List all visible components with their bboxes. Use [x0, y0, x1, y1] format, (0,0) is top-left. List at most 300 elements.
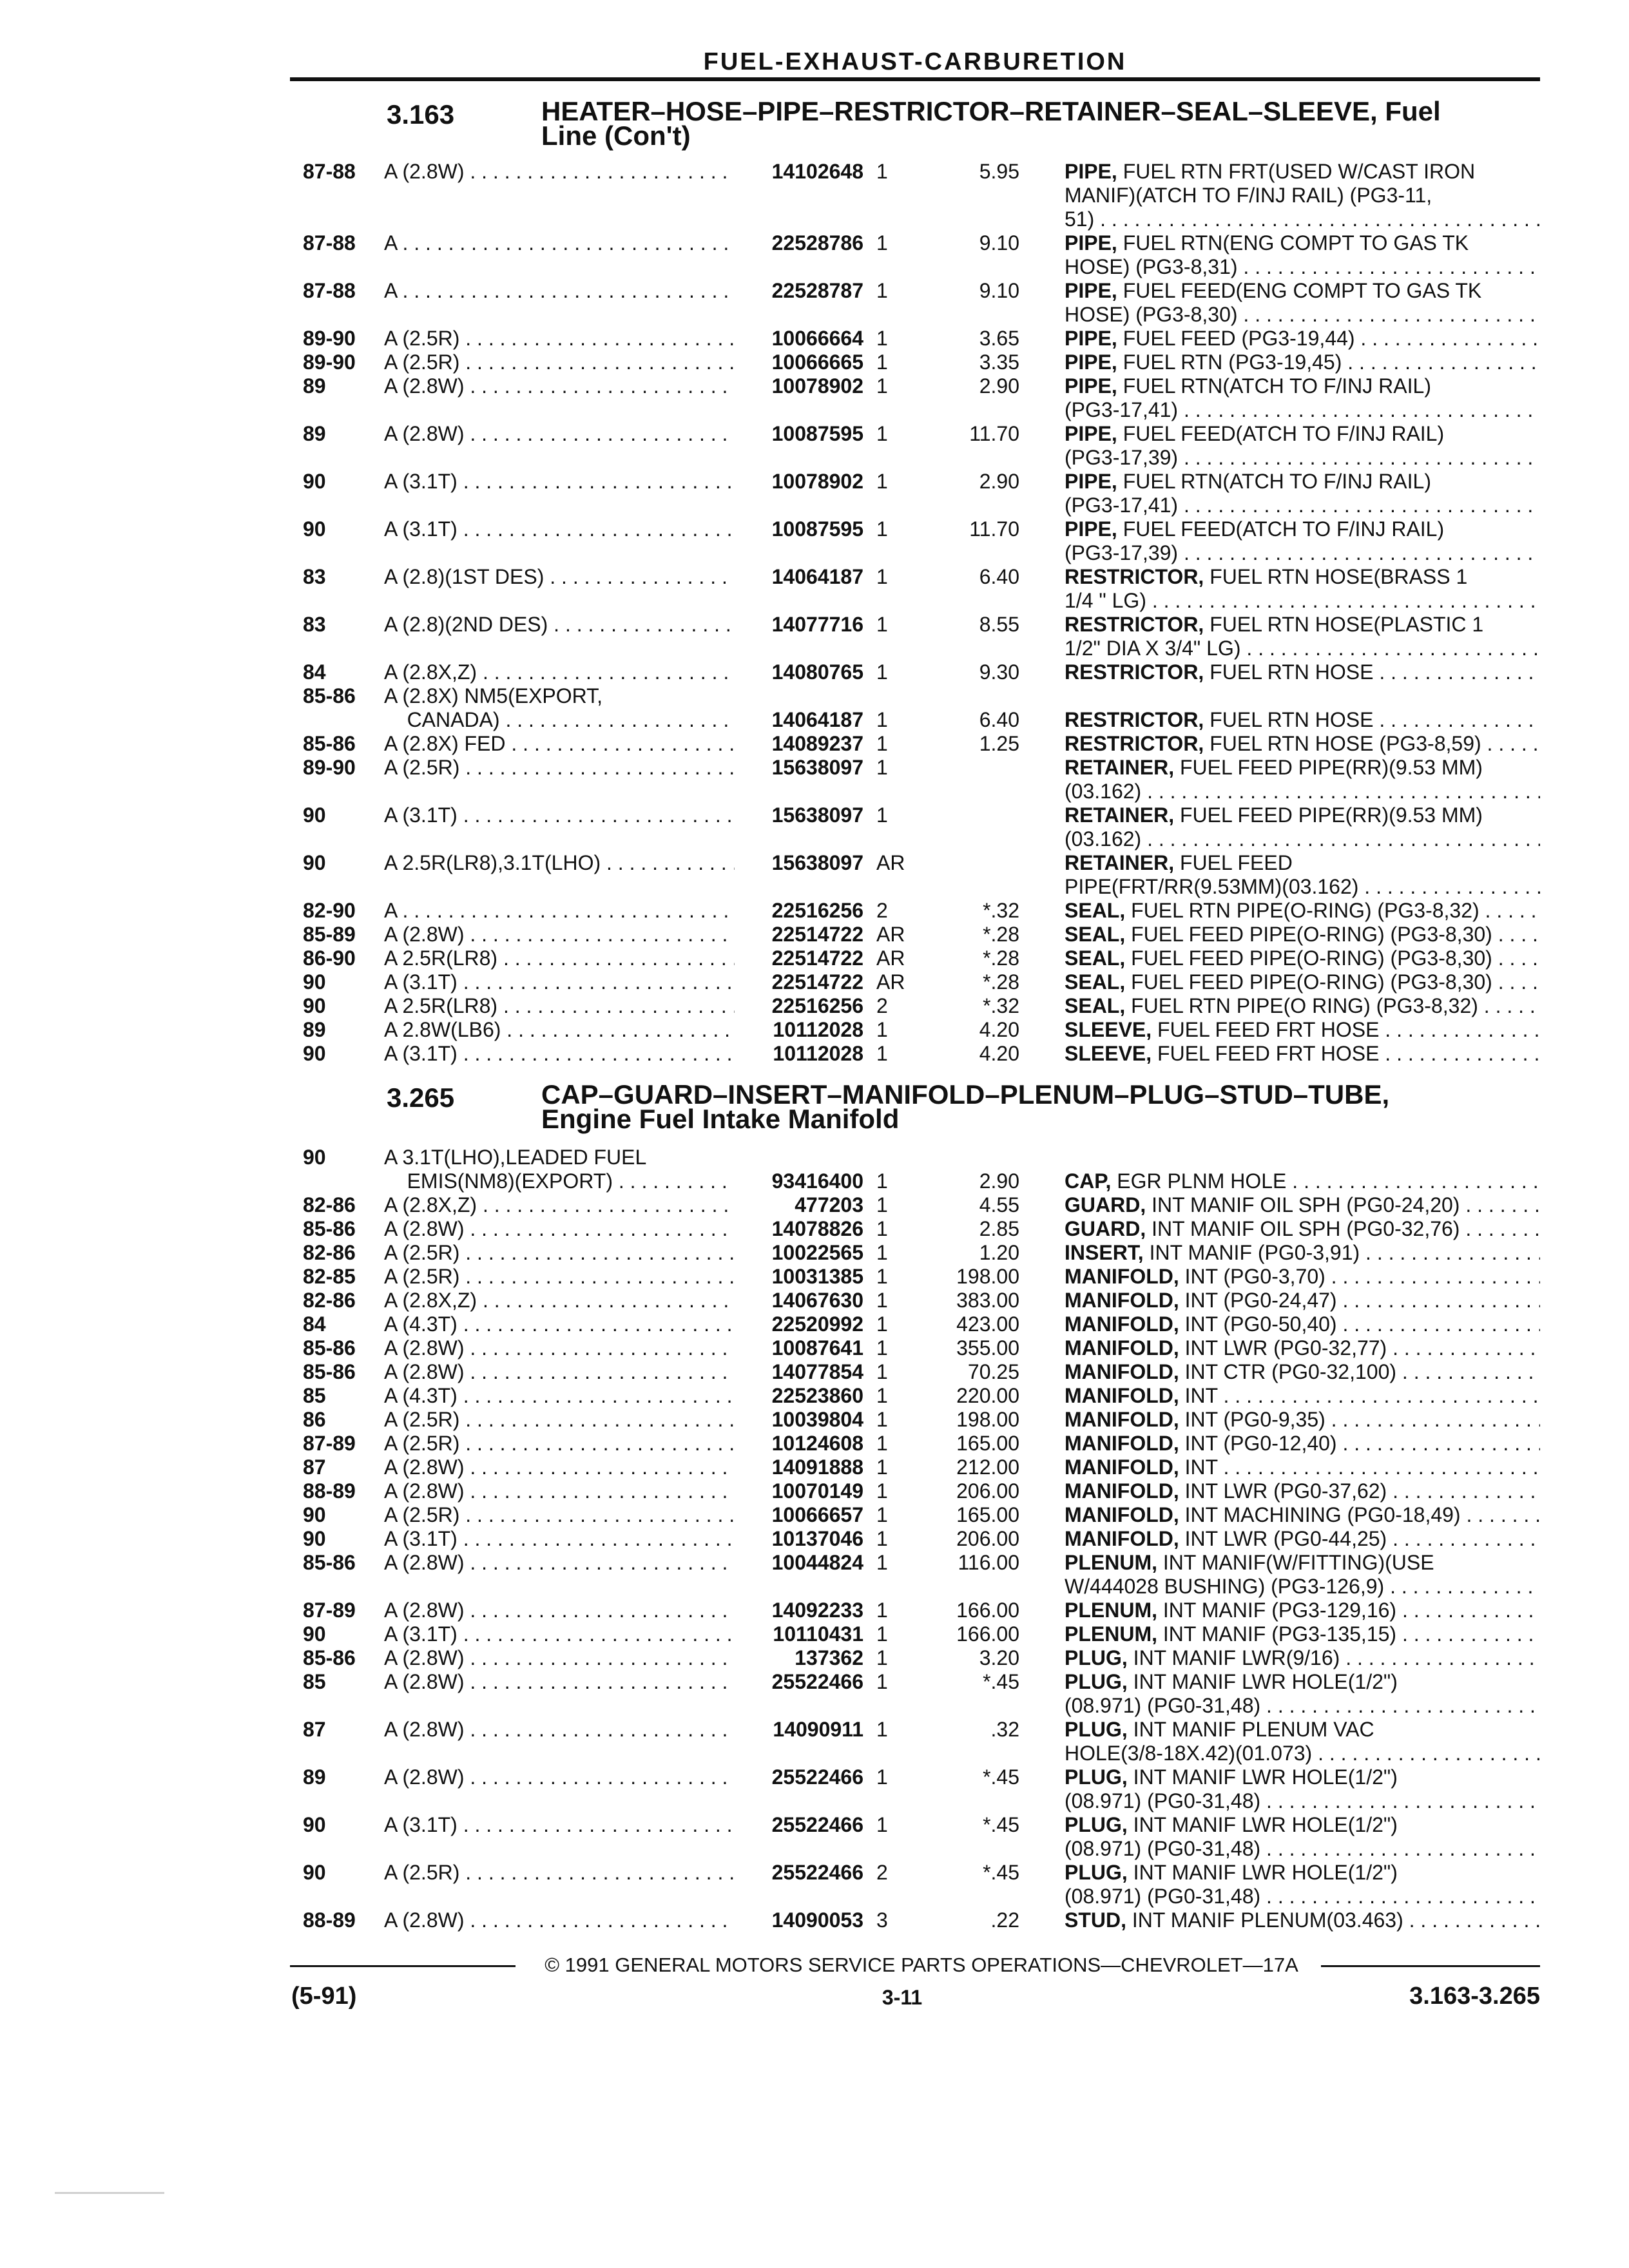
footer-rule-right: [1321, 1965, 1540, 1967]
application: [384, 1551, 735, 1575]
model-years: 85-86: [303, 1646, 356, 1669]
quantity: 1: [876, 374, 888, 398]
description-line: (PG3-17,39) . . .: [1065, 446, 1540, 470]
part-number: 25522466: [771, 1670, 863, 1693]
model-years: 89: [303, 422, 326, 445]
application: [384, 684, 735, 732]
application: [384, 1718, 735, 1742]
quantity: 1: [876, 279, 888, 302]
quantity: 1: [876, 1503, 888, 1526]
part-row: [303, 1217, 1540, 1241]
application: [384, 1018, 735, 1042]
model-years: 90: [303, 994, 326, 1017]
price: *.32: [983, 899, 1019, 922]
application: [384, 351, 735, 374]
part-name: MANIFOLD,: [1065, 1336, 1179, 1360]
application: [384, 1336, 735, 1360]
price: 166.00: [956, 1599, 1019, 1622]
section-title-line-2: Line (Con't): [541, 120, 691, 151]
application: [384, 1265, 735, 1289]
quantity: 1: [876, 231, 888, 255]
part-name: PIPE,: [1065, 231, 1117, 255]
part-name: CAP,: [1065, 1169, 1112, 1193]
description: [1065, 1193, 1540, 1217]
description-line: MANIFOLD, INT (PG0-24,47) . . .: [1065, 1289, 1540, 1312]
part-number: 10066657: [771, 1503, 863, 1526]
description-line: HOSE) (PG3-8,31) . . .: [1065, 255, 1540, 279]
part-name: PIPE,: [1065, 279, 1117, 302]
price: 220.00: [956, 1384, 1019, 1407]
description-line: PIPE, FUEL RTN (PG3-19,45) . . .: [1065, 351, 1540, 374]
quantity: 1: [876, 1169, 888, 1193]
part-number: 10044824: [771, 1551, 863, 1574]
part-row: [303, 565, 1540, 613]
quantity: 1: [876, 1718, 888, 1741]
description: [1065, 1432, 1540, 1456]
application-line: A (2.8X,Z) . . .: [384, 1193, 735, 1217]
part-name: PLUG,: [1065, 1861, 1128, 1884]
price: .32: [990, 1718, 1019, 1741]
model-years: 85-86: [303, 1217, 356, 1240]
part-name: SLEEVE,: [1065, 1042, 1152, 1065]
price: 6.40: [979, 565, 1019, 588]
quantity: 1: [876, 803, 888, 827]
model-years: 90: [303, 1861, 326, 1884]
price: 2.90: [979, 470, 1019, 493]
quantity: 1: [876, 708, 888, 731]
model-years: 89: [303, 374, 326, 398]
quantity: 1: [876, 1456, 888, 1479]
quantity: 1: [876, 422, 888, 445]
application-line: A (2.8W) . . .: [384, 923, 735, 947]
quantity: 1: [876, 732, 888, 755]
description: [1065, 470, 1540, 517]
model-years: 86: [303, 1408, 326, 1431]
quantity: AR: [876, 851, 905, 874]
description-line: MANIFOLD, INT . . .: [1065, 1456, 1540, 1479]
description-line: PLUG, INT MANIF PLENUM VAC: [1065, 1718, 1374, 1741]
description: [1065, 970, 1540, 994]
part-row: [303, 327, 1540, 351]
price: 212.00: [956, 1456, 1019, 1479]
quantity: 1: [876, 660, 888, 684]
model-years: 90: [303, 851, 326, 874]
price: 116.00: [958, 1551, 1019, 1574]
description-line: CAP, EGR PLNM HOLE . . .: [1065, 1169, 1540, 1193]
part-row: [303, 1503, 1540, 1527]
price: *.45: [983, 1670, 1019, 1693]
price: 8.55: [979, 613, 1019, 636]
application: [384, 470, 735, 494]
part-row: [303, 1289, 1540, 1312]
price: 5.95: [979, 160, 1019, 183]
description: [1065, 1042, 1540, 1066]
part-row: [303, 1042, 1540, 1066]
description: [1065, 994, 1540, 1018]
part-name: SEAL,: [1065, 947, 1126, 970]
part-row: [303, 1813, 1540, 1861]
application: [384, 1670, 735, 1694]
quantity: 1: [876, 1813, 888, 1836]
description-line: PIPE, FUEL FEED(ATCH TO F/INJ RAIL): [1065, 422, 1445, 445]
part-name: RESTRICTOR,: [1065, 708, 1204, 731]
part-row: [303, 1599, 1540, 1622]
price: 11.70: [969, 517, 1019, 541]
quantity: 2: [876, 1861, 888, 1884]
model-years: 89-90: [303, 327, 356, 350]
description: [1065, 1265, 1540, 1289]
part-row: [303, 1527, 1540, 1551]
description-line: RESTRICTOR, FUEL RTN HOSE . . .: [1065, 660, 1540, 684]
description-line: GUARD, INT MANIF OIL SPH (PG0-24,20) . . .: [1065, 1193, 1540, 1217]
section-title-line-2: Engine Fuel Intake Manifold: [541, 1104, 900, 1134]
description: [1065, 1241, 1540, 1265]
part-number: 22514722: [771, 923, 863, 946]
application-line: A (2.5R) . . .: [384, 327, 735, 351]
application-line: A (2.8W) . . .: [384, 1479, 735, 1503]
description: [1065, 1479, 1540, 1503]
part-number: 22514722: [771, 970, 863, 994]
price: *.32: [983, 994, 1019, 1017]
quantity: 1: [876, 1289, 888, 1312]
description-line: (03.162) . . .: [1065, 780, 1540, 803]
part-number: 10066664: [771, 327, 863, 350]
part-row: [303, 470, 1540, 517]
application-line: A (3.1T) . . .: [384, 1622, 735, 1646]
part-name: MANIFOLD,: [1065, 1265, 1179, 1288]
quantity: AR: [876, 923, 905, 946]
application: [384, 279, 735, 303]
part-name: PLUG,: [1065, 1813, 1128, 1836]
section-number: 3.163: [387, 99, 455, 130]
model-years: 82-86: [303, 1193, 356, 1216]
model-years: 85-86: [303, 1551, 356, 1574]
part-row: [303, 1265, 1540, 1289]
part-name: SEAL,: [1065, 899, 1126, 922]
description: [1065, 613, 1540, 660]
part-number: 25522466: [771, 1765, 863, 1789]
application: [384, 160, 735, 184]
footer-page-number: 3-11: [882, 1986, 923, 2009]
part-name: PIPE,: [1065, 517, 1117, 541]
description-line: PLUG, INT MANIF LWR HOLE(1/2"): [1065, 1765, 1398, 1789]
model-years: 89: [303, 1765, 326, 1789]
application: [384, 1408, 735, 1432]
price: 3.65: [979, 327, 1019, 350]
application-line: A (2.8)(1ST DES) . . .: [384, 565, 735, 589]
application: [384, 422, 735, 446]
part-name: PLUG,: [1065, 1765, 1128, 1789]
part-number: 14064187: [771, 708, 863, 731]
description: [1065, 327, 1540, 351]
footer-rule-left: [290, 1965, 516, 1967]
quantity: 1: [876, 160, 888, 183]
quantity: 1: [876, 1670, 888, 1693]
model-years: 87-89: [303, 1432, 356, 1455]
application: [384, 1289, 735, 1312]
application-line: A (3.1T) . . .: [384, 970, 735, 994]
part-row: [303, 1432, 1540, 1456]
description-line: STUD, INT MANIF PLENUM(03.463) . . .: [1065, 1908, 1540, 1932]
model-years: 90: [303, 1527, 326, 1550]
description: [1065, 1312, 1540, 1336]
part-row: [303, 970, 1540, 994]
description: [1065, 923, 1540, 947]
quantity: 3: [876, 1908, 888, 1932]
description-line: MANIFOLD, INT LWR (PG0-37,62) . . .: [1065, 1479, 1540, 1503]
part-number: 14092233: [771, 1599, 863, 1622]
description: [1065, 851, 1540, 899]
part-name: MANIFOLD,: [1065, 1456, 1179, 1479]
model-years: 87-88: [303, 279, 356, 302]
description-line: MANIFOLD, INT (PG0-3,70) . . .: [1065, 1265, 1540, 1289]
description-line: RESTRICTOR, FUEL RTN HOSE(BRASS 1: [1065, 565, 1468, 588]
description-line: PIPE, FUEL RTN(ATCH TO F/INJ RAIL): [1065, 374, 1431, 398]
description: [1065, 1813, 1540, 1861]
part-number: 14090911: [773, 1718, 863, 1741]
part-row: [303, 1456, 1540, 1479]
application-line: A 2.5R(LR8),3.1T(LHO) . . .: [384, 851, 735, 875]
section-title-line-1: HEATER–HOSE–PIPE–RESTRICTOR–RETAINER–SEAL–SLEEVE, Fuel: [541, 96, 1441, 126]
application: [384, 970, 735, 994]
part-number: 14102648: [771, 160, 863, 183]
description-line: PLENUM, INT MANIF(W/FITTING)(USE: [1065, 1551, 1434, 1574]
model-years: 84: [303, 660, 326, 684]
part-row: [303, 684, 1540, 732]
description: [1065, 160, 1540, 231]
description: [1065, 1718, 1540, 1765]
description-line: RESTRICTOR, FUEL RTN HOSE . . .: [1065, 708, 1540, 732]
model-years: 85-86: [303, 732, 356, 755]
part-name: MANIFOLD,: [1065, 1527, 1179, 1550]
quantity: 1: [876, 565, 888, 588]
application: [384, 1312, 735, 1336]
quantity: 1: [876, 1265, 888, 1288]
quantity: 1: [876, 517, 888, 541]
application-line: A (2.8W) . . .: [384, 160, 735, 184]
application-line: A (3.1T) . . .: [384, 470, 735, 494]
description: [1065, 1018, 1540, 1042]
part-row: [303, 1551, 1540, 1599]
description-line: SLEEVE, FUEL FEED FRT HOSE . . .: [1065, 1042, 1540, 1066]
quantity: 2: [876, 994, 888, 1017]
part-name: MANIFOLD,: [1065, 1289, 1179, 1312]
part-number: 25522466: [771, 1813, 863, 1836]
price: *.45: [983, 1765, 1019, 1789]
part-row: [303, 899, 1540, 923]
application: [384, 1146, 735, 1193]
model-years: 90: [303, 470, 326, 493]
part-number: 10039804: [771, 1408, 863, 1431]
part-name: PLUG,: [1065, 1718, 1128, 1741]
quantity: 1: [876, 1384, 888, 1407]
application-line: A (2.8)(2ND DES) . . .: [384, 613, 735, 637]
description: [1065, 1861, 1540, 1908]
description-line: RESTRICTOR, FUEL RTN HOSE (PG3-8,59) . . .: [1065, 732, 1540, 756]
application-line: A 2.8W(LB6) . . .: [384, 1018, 735, 1042]
price: 6.40: [979, 708, 1019, 731]
application: [384, 851, 735, 875]
part-name: PLUG,: [1065, 1646, 1128, 1669]
part-name: PIPE,: [1065, 422, 1117, 445]
application-line: A . . .: [384, 231, 735, 255]
price: 3.35: [979, 351, 1019, 374]
application-line: A (2.5R) . . .: [384, 1241, 735, 1265]
price: *.45: [983, 1861, 1019, 1884]
part-row: [303, 1908, 1540, 1932]
description: [1065, 351, 1540, 374]
part-name: GUARD,: [1065, 1217, 1146, 1240]
part-number: 22528786: [771, 231, 863, 255]
description: [1065, 1169, 1540, 1193]
part-row: [303, 1336, 1540, 1360]
application: [384, 732, 735, 756]
part-name: PIPE,: [1065, 470, 1117, 493]
part-number: 25522466: [771, 1861, 863, 1884]
quantity: 1: [876, 1622, 888, 1646]
description: [1065, 660, 1540, 684]
description-line: MANIFOLD, INT MACHINING (PG0-18,49) . . .: [1065, 1503, 1540, 1527]
description-line: MANIFOLD, INT (PG0-50,40) . . .: [1065, 1312, 1540, 1336]
quantity: 1: [876, 1360, 888, 1383]
description-line: PIPE, FUEL FEED (PG3-19,44) . . .: [1065, 327, 1540, 351]
application-line: A (2.8X,Z) . . .: [384, 660, 735, 684]
application-line: A (2.8W) . . .: [384, 1217, 735, 1241]
part-number: 10112028: [773, 1042, 863, 1065]
description-line: 1/4 " LG) . . .: [1065, 589, 1540, 613]
part-name: MANIFOLD,: [1065, 1479, 1179, 1503]
application: [384, 923, 735, 947]
application-line: A (2.8W) . . .: [384, 1646, 735, 1670]
quantity: 1: [876, 470, 888, 493]
description-line: MANIFOLD, INT (PG0-9,35) . . .: [1065, 1408, 1540, 1432]
part-row: [303, 732, 1540, 756]
part-name: MANIFOLD,: [1065, 1408, 1179, 1431]
model-years: 90: [303, 517, 326, 541]
price: 3.20: [979, 1646, 1019, 1669]
footer-section-range: 3.163-3.265: [1409, 1983, 1540, 2010]
description-line: PIPE, FUEL FEED(ATCH TO F/INJ RAIL): [1065, 517, 1445, 541]
description: [1065, 374, 1540, 422]
model-years: 88-89: [303, 1479, 356, 1503]
description-line: MANIFOLD, INT (PG0-12,40) . . .: [1065, 1432, 1540, 1456]
application-line: A (2.5R) . . .: [384, 1861, 735, 1885]
application-line: A (2.8W) . . .: [384, 1670, 735, 1694]
description: [1065, 1908, 1540, 1932]
part-name: GUARD,: [1065, 1193, 1146, 1216]
part-number: 10112028: [773, 1018, 863, 1041]
application: [384, 803, 735, 827]
description: [1065, 756, 1540, 803]
application: [384, 1813, 735, 1837]
model-years: 86-90: [303, 947, 356, 970]
part-number: 10031385: [771, 1265, 863, 1288]
application-line: A (3.1T) . . .: [384, 1042, 735, 1066]
part-name: MANIFOLD,: [1065, 1384, 1179, 1407]
description: [1065, 231, 1540, 279]
quantity: 1: [876, 1408, 888, 1431]
part-name: PIPE,: [1065, 351, 1117, 374]
quantity: 2: [876, 899, 888, 922]
description: [1065, 565, 1540, 613]
application-line: A (4.3T) . . .: [384, 1312, 735, 1336]
application-line: A (2.8W) . . .: [384, 374, 735, 398]
part-name: RESTRICTOR,: [1065, 565, 1204, 588]
part-row: [303, 756, 1540, 803]
part-row: [303, 1146, 1540, 1193]
part-name: RESTRICTOR,: [1065, 613, 1204, 636]
part-number: 22516256: [771, 994, 863, 1017]
part-row: [303, 660, 1540, 684]
application-line: A (2.8W) . . .: [384, 1551, 735, 1575]
price: 355.00: [956, 1336, 1019, 1360]
description: [1065, 1646, 1540, 1670]
application-line: A (2.8X) NM5(EXPORT,: [384, 684, 603, 707]
description-line: INSERT, INT MANIF (PG0-3,91) . . .: [1065, 1241, 1540, 1265]
part-name: SLEEVE,: [1065, 1018, 1152, 1041]
part-row: [303, 803, 1540, 851]
application: [384, 899, 735, 923]
application: [384, 1646, 735, 1670]
part-name: PIPE,: [1065, 374, 1117, 398]
application-line: A (2.5R) . . .: [384, 1408, 735, 1432]
part-row: [303, 1312, 1540, 1336]
quantity: AR: [876, 947, 905, 970]
part-name: RETAINER,: [1065, 803, 1175, 827]
price: 4.55: [979, 1193, 1019, 1216]
part-name: MANIFOLD,: [1065, 1312, 1179, 1336]
price: 165.00: [956, 1503, 1019, 1526]
description-line: PIPE(FRT/RR(9.53MM)(03.162) . . .: [1065, 875, 1540, 899]
price: *.28: [983, 970, 1019, 994]
part-number: 22520992: [771, 1312, 863, 1336]
description-line: HOSE) (PG3-8,30) . . .: [1065, 303, 1540, 327]
part-number: 477203: [795, 1193, 863, 1216]
quantity: 1: [876, 1479, 888, 1503]
part-number: 22516256: [771, 899, 863, 922]
application-line: A (3.1T) . . .: [384, 1527, 735, 1551]
part-number: 10087595: [771, 517, 863, 541]
price: 165.00: [956, 1432, 1019, 1455]
quantity: 1: [876, 1432, 888, 1455]
model-years: 90: [303, 803, 326, 827]
price: *.28: [983, 947, 1019, 970]
model-years: 85: [303, 1384, 326, 1407]
application: [384, 327, 735, 351]
part-row: [303, 994, 1540, 1018]
part-number: 15638097: [771, 803, 863, 827]
description-line: SEAL, FUEL FEED PIPE(O-RING) (PG3-8,30) . . .: [1065, 947, 1540, 970]
part-name: MANIFOLD,: [1065, 1360, 1179, 1383]
description-line: (03.162) . . .: [1065, 827, 1540, 851]
description: [1065, 1527, 1540, 1551]
application: [384, 1765, 735, 1789]
part-name: PLENUM,: [1065, 1551, 1157, 1574]
model-years: 87-88: [303, 160, 356, 183]
description-line: MANIFOLD, INT LWR (PG0-44,25) . . .: [1065, 1527, 1540, 1551]
price: 2.90: [979, 1169, 1019, 1193]
part-number: 14064187: [771, 565, 863, 588]
part-row: [303, 422, 1540, 470]
part-number: 10070149: [771, 1479, 863, 1503]
quantity: 1: [876, 327, 888, 350]
application: [384, 1241, 735, 1265]
application: [384, 1622, 735, 1646]
part-number: 137362: [795, 1646, 863, 1669]
quantity: 1: [876, 1551, 888, 1574]
part-row: [303, 160, 1540, 231]
description-line: MANIF)(ATCH TO F/INJ RAIL) (PG3-11,: [1065, 184, 1432, 207]
